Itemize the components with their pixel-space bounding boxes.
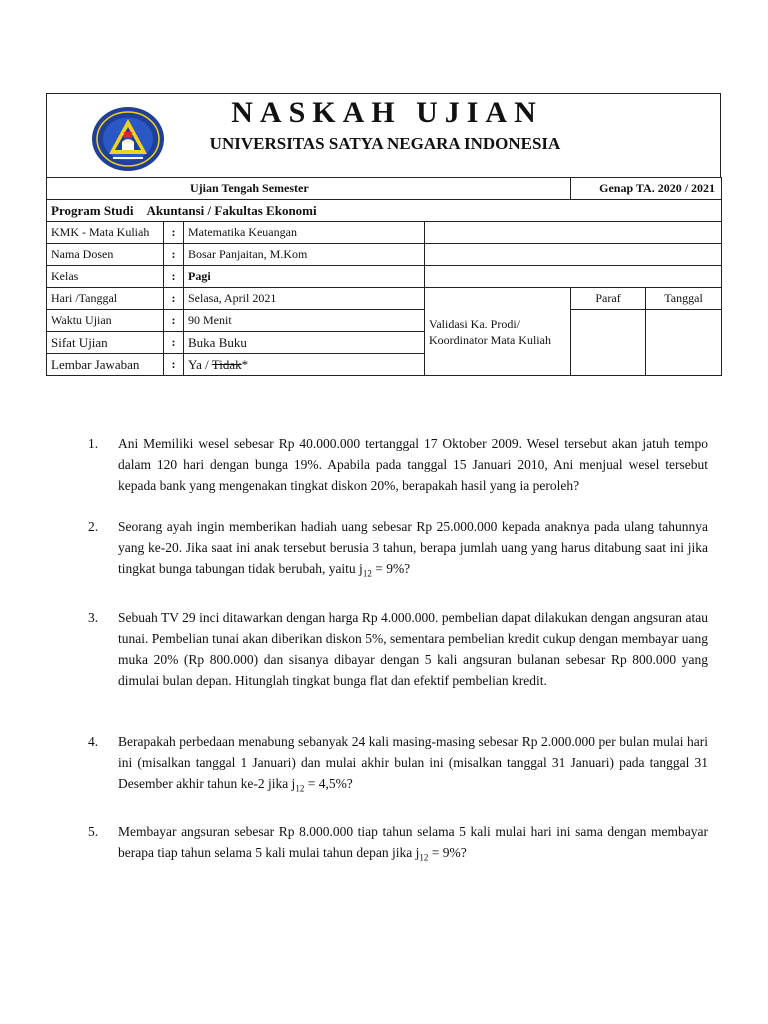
row-label: KMK - Mata Kuliah (47, 222, 164, 244)
row-colon: : (164, 332, 184, 354)
exam-term: Genap TA. 2020 / 2021 (571, 178, 722, 200)
exam-header (46, 93, 721, 177)
question-tail: = 4,5%? (304, 775, 353, 791)
answer-yes: Ya / (188, 356, 212, 372)
row-value: 90 Menit (184, 310, 425, 332)
row-colon: : (164, 310, 184, 332)
university-seal-icon (91, 106, 165, 172)
list-item (88, 821, 708, 869)
exam-type-row (47, 178, 722, 200)
university-name: UNIVERSITAS SATYA NEGARA INDONESIA (209, 134, 561, 153)
answer-asterisk: * (241, 356, 249, 372)
row-label: Sifat Ujian (47, 332, 164, 354)
empty-cell (425, 266, 722, 288)
program-label: Program Studi (51, 202, 134, 218)
list-item (88, 607, 708, 691)
row-colon: : (164, 222, 184, 244)
row-label: Hari /Tanggal (47, 288, 164, 310)
row-value: Buka Buku (184, 332, 425, 354)
row-value: Selasa, April 2021 (184, 288, 425, 310)
empty-cell (425, 244, 722, 266)
table-row (47, 244, 722, 266)
tanggal-signature-cell (646, 310, 722, 376)
subscript: 12 (419, 853, 429, 864)
exam-type: Ujian Tengah Semester (47, 178, 571, 200)
answer-no-struck: Tidak (211, 356, 242, 372)
validation-label: Validasi Ka. Prodi/ Koordinator Mata Kuliah (425, 288, 571, 376)
question-text: Berapakah perbedaan menabung sebanyak 24 kali masing-masing sebesar Rp 2.000.000 per bulan mulai hari ini (misalkan tanggal 1 Januari) dan mulai akhir bulan ini (misalkan tanggal 31 Januari) pada tanggal 31 Desember akhir tahun ke-2 jika j (118, 733, 708, 791)
row-label: Lembar Jawaban (47, 354, 164, 376)
question-number: 2. (88, 519, 99, 534)
question-text: Seorang ayah ingin memberikan hadiah uang sebesar Rp 25.000.000 kepada anaknya pada ulang tahunnya yang ke-20. Jika saat ini anak tersebut berusia 3 tahun, berapa jumlah uang yang harus ditabung saat ini jika tingkat bunga tabungan tidak berubah, yaitu j (118, 519, 708, 576)
question-number: 4. (88, 733, 99, 749)
question-tail: = 9%? (428, 845, 467, 861)
question-text: Ani Memiliki wesel sebesar Rp 40.000.000 tertanggal 17 Oktober 2009. Wesel tersebut akan jatuh tempo dalam 120 hari dengan bunga 19%. Apabila pada tanggal 15 Januari 2010, Ani menjual wesel tersebut kepada bank yang mengenakan tingkat diskon 20%, berapakah hasil yang ia peroleh? (118, 436, 708, 493)
list-item (88, 433, 708, 496)
table-row (47, 266, 722, 288)
paraf-signature-cell (571, 310, 646, 376)
row-colon: : (164, 266, 184, 288)
empty-cell (425, 222, 722, 244)
subscript: 12 (362, 568, 372, 579)
paraf-header: Paraf (571, 288, 646, 310)
row-label: Waktu Ujian (47, 310, 164, 332)
row-value: Bosar Panjaitan, M.Kom (184, 244, 425, 266)
question-number: 3. (88, 609, 99, 625)
row-label: Nama Dosen (47, 244, 164, 266)
row-value: Matematika Keuangan (184, 222, 425, 244)
question-tail: = 9%? (371, 561, 411, 576)
table-row (47, 222, 722, 244)
program-value: Akuntansi / Fakultas Ekonomi (146, 202, 317, 218)
tanggal-header: Tanggal (646, 288, 722, 310)
exam-info-table (46, 177, 722, 376)
row-value: Pagi (184, 266, 425, 288)
table-row (47, 288, 722, 310)
program-row (47, 200, 722, 222)
row-colon: : (164, 244, 184, 266)
subscript: 12 (295, 783, 305, 794)
list-item (88, 731, 708, 800)
list-item (88, 516, 708, 585)
row-colon: : (164, 288, 184, 310)
row-colon: : (164, 354, 184, 376)
question-list (88, 433, 708, 869)
question-text: Sebuah TV 29 inci ditawarkan dengan harga Rp 4.000.000. pembelian dapat dilakukan dengan angsuran atau tunai. Pembelian tunai akan diberikan diskon 5%, sementara pembelian kredit cukup dengan membayar uang muka 20% (Rp 800.000) dan sisanya dibayar dengan 5 kali angsuran bulanan sebesar Rp 800.000 yang dimulai bulan depan. Hitunglah tingkat bunga flat dan efektif pembelian kredit. (118, 609, 708, 688)
question-text: Membayar angsuran sebesar Rp 8.000.000 tiap tahun selama 5 kali mulai hari ini sama dengan membayar berapa tiap tahun selama 5 kali mulai tahun depan jika j (118, 824, 708, 861)
document-title: NASKAH UJIAN (231, 96, 543, 129)
row-value (184, 354, 425, 376)
program-cell (47, 200, 722, 222)
question-number: 1. (88, 436, 99, 451)
question-number: 5. (88, 824, 99, 840)
table-row (47, 310, 722, 332)
row-label: Kelas (47, 266, 164, 288)
